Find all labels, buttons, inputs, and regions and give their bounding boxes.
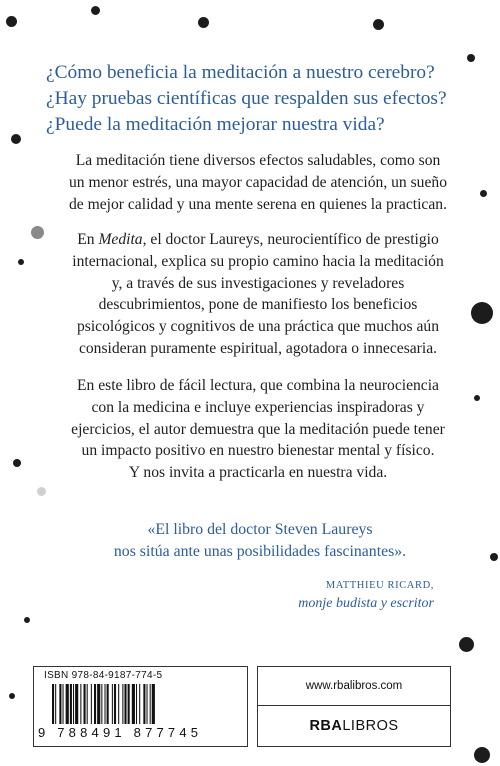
question-line: ¿Cómo beneficia la meditación a nuestro cerebro? [46,62,435,83]
paragraph-line: descubrimientos, pone de manifiesto los beneficios [98,296,418,314]
quote-line: nos sitúa ante unas posibilidades fascinantes». [113,543,407,560]
barcode-box [33,666,248,747]
barcode-digits: 9 788491 877745 [38,725,203,740]
book-title: Medita [98,231,143,248]
line-prefix: En [77,231,99,248]
publisher-url: www.rbalibros.com [258,667,450,706]
publisher-box [257,666,451,747]
barcode-bar [73,684,74,724]
decorative-dot [11,134,21,144]
quote-author: MATTHIEU RICARD, [325,580,434,591]
paragraph-line: ejercicios, el autor demuestra que la meditación puede tener [71,420,445,438]
decorative-dot [474,395,480,401]
barcode-bar [124,684,126,724]
decorative-dot [471,302,493,324]
barcode-bar [118,684,119,724]
barcode-bar [55,684,56,724]
question-line: ¿Hay pruebas científicas que respalden sus efectos? [46,88,447,109]
barcode-bar [94,684,96,724]
paragraph-book-description [49,229,467,360]
decorative-dot [6,16,17,27]
barcode-bar [114,684,116,724]
barcode-bar [143,684,145,724]
blurb-quote [60,519,460,563]
barcode-bar [150,684,151,724]
barcode-bar [136,684,137,724]
publisher-logo [258,706,450,746]
paragraph-line: En este libro de fácil lectura, que combina la neurociencia [77,377,439,394]
decorative-dot [37,487,46,496]
paragraph-line [49,229,467,251]
paragraph-line: de mejor calidad y una mente serena en quienes la practican. [69,195,447,213]
barcode-bar [105,684,106,724]
paragraph-line: un menor estrés, una mayor capacidad de atención, un sueño [68,173,447,191]
barcode-bar [70,684,72,724]
barcode-bar [80,684,81,724]
decorative-dot [459,637,474,652]
barcode-bar [128,684,130,724]
barcode-bar [91,684,92,724]
barcode-bar [101,684,102,724]
barcode-bar [122,684,123,724]
barcode-bar [87,684,88,724]
paragraph-line: internacional, explica su propio camino hacia la meditación [72,252,444,270]
decorative-dot [467,54,475,62]
publisher-logo-light: LIBROS [342,718,399,734]
decorative-dot [198,17,209,28]
barcode-bar [52,684,54,724]
paragraph-benefits [49,150,467,215]
barcode-bar [139,684,140,724]
paragraph-summary [49,375,467,484]
barcode-bar [132,684,135,724]
decorative-dot [91,6,100,15]
barcode-bar [84,684,86,724]
decorative-dot [9,693,15,699]
line-suffix: , el doctor Laureys, neurocientífico de prestigio [142,231,439,248]
barcode-bar [75,684,78,724]
decorative-dot [13,459,21,467]
barcode-bar [59,684,61,724]
decorative-dot [24,617,30,623]
quote-author-role: monje budista y escritor [298,596,434,611]
barcode-bar [112,684,113,724]
barcode-bar [97,684,100,724]
paragraph-line: Y nos invita a practicarla en nuestra vida. [128,464,388,482]
paragraph-line: y, a través de sus investigaciones y reveladores [111,274,405,292]
paragraph-line: un impacto positivo en nuestro bienestar mental y físico. [81,442,435,460]
questions-block [46,60,466,138]
decorative-dot [373,19,384,30]
decorative-dot [18,259,24,265]
paragraph-line: La meditación tiene diversos efectos saludables, como son [75,152,441,169]
decorative-dot [474,747,490,763]
decorative-dot [490,553,498,561]
barcode-bar [107,684,109,724]
barcode-bar [152,684,155,724]
paragraph-line: psicológicos y cognitivos de una práctica que muchos aún [76,318,440,336]
barcode-bar [147,684,148,724]
paragraph-line: con la medicina e incluye experiencias inspiradoras y [91,398,425,416]
barcode-image [52,684,232,724]
paragraph-line: consideran puramente espiritual, agotadora o innecesaria. [78,339,438,357]
isbn-label: ISBN 978-84-9187-774-5 [44,670,163,681]
decorative-dot [480,190,487,197]
quote-line: «El libro del doctor Steven Laureys [147,521,373,538]
publisher-logo-bold: RBA [309,718,343,734]
question-line: ¿Puede la meditación mejorar nuestra vida? [46,114,385,135]
decorative-dot [31,226,44,239]
barcode-bar [63,684,64,724]
barcode-bar [66,684,69,724]
